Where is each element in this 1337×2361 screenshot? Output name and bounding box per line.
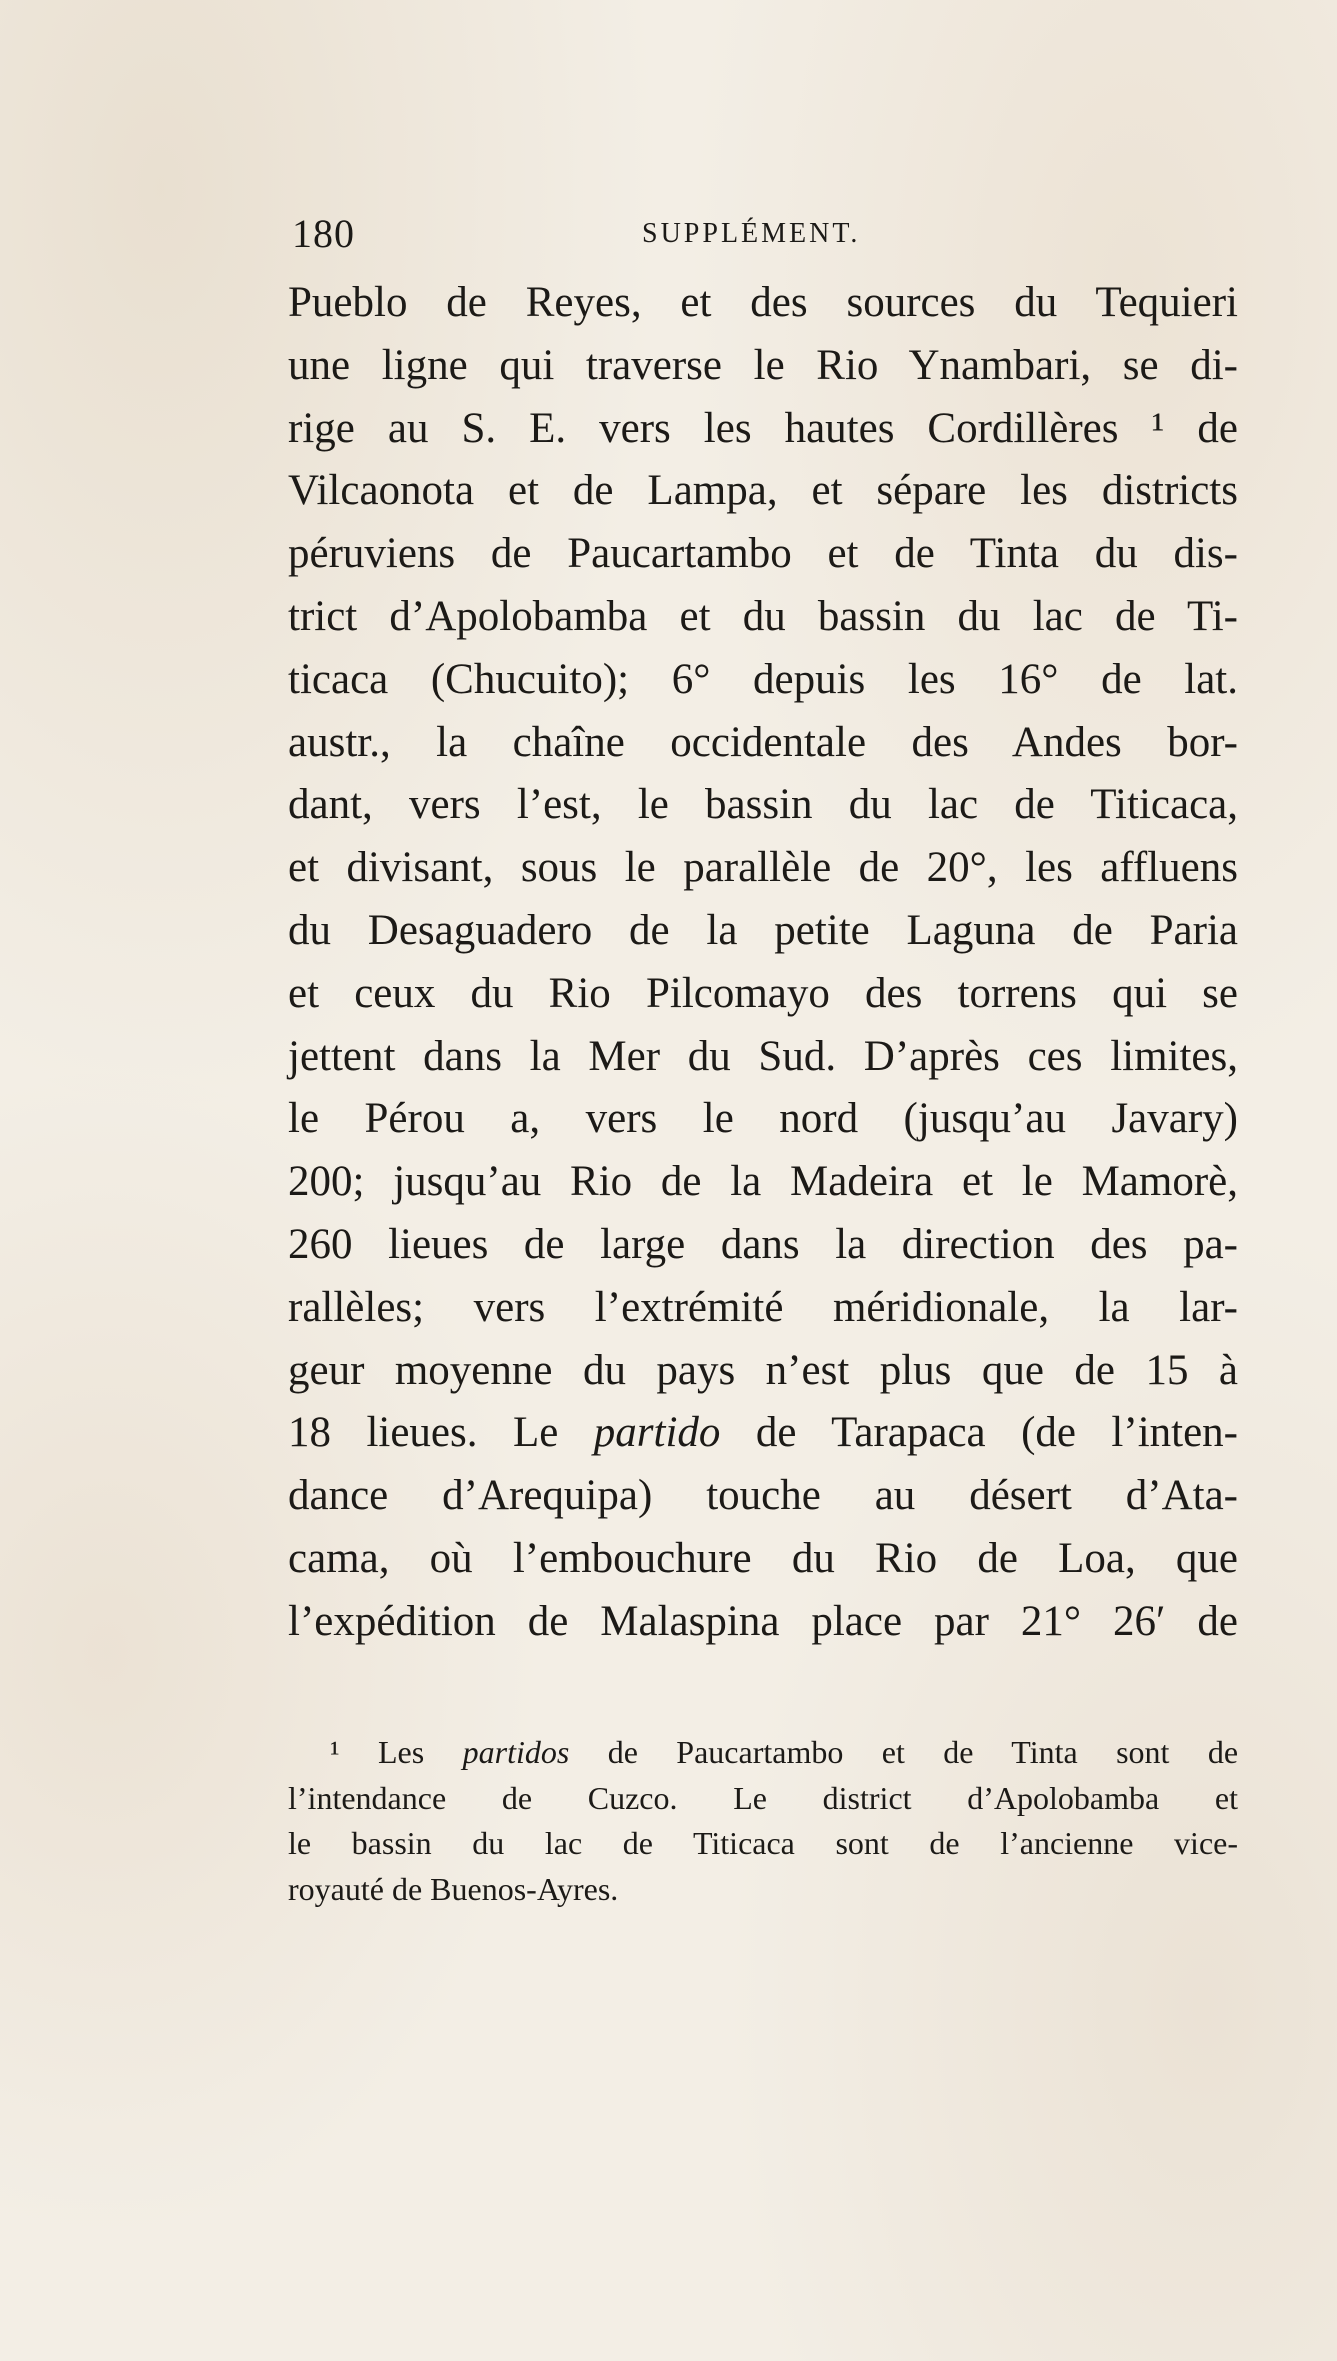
text-line: geur moyenne du pays n’est plus que de 15 à (288, 1346, 1238, 1394)
text-line: du Desaguadero de la petite Laguna de Paria (288, 906, 1238, 954)
text-line: et ceux du Rio Pilcomayo des torrens qui se (288, 969, 1238, 1017)
text-line: péruviens de Paucartambo et de Tinta du dis- (288, 530, 1238, 578)
body-text (288, 272, 1238, 1654)
footnote-marker: ¹ (330, 1734, 340, 1770)
text-line: Vilcaonota et de Lampa, et sépare les districts (288, 467, 1238, 515)
text-line: 200; jusqu’au Rio de la Madeira et le Mamorè, (288, 1158, 1238, 1206)
text-line: ticaca (Chucuito); 6° depuis les 16° de lat. (288, 655, 1238, 703)
text-line: une ligne qui traverse le Rio Ynambari, se di- (288, 341, 1238, 389)
text-line: rallèles; vers l’extrémité méridionale, la lar- (288, 1283, 1238, 1331)
page-header (292, 210, 1232, 270)
text-segment: de Tarapaca (de l’inten- (755, 1409, 1239, 1457)
footnote-line (288, 1730, 1238, 1776)
text-line: cama, où l’embouchure du Rio de Loa, que (288, 1534, 1238, 1582)
text-line: jettent dans la Mer du Sud. D’après ces limites, (288, 1032, 1238, 1080)
text-segment: Les (378, 1734, 425, 1770)
text-line: trict d’Apolobamba et du bassin du lac de Ti- (288, 592, 1238, 640)
text-line: austr., la chaîne occidentale des Andes bor- (288, 718, 1238, 766)
running-head: SUPPLÉMENT. (642, 218, 861, 249)
text-line (288, 1402, 1238, 1465)
text-line: et divisant, sous le parallèle de 20°, les affluens (288, 844, 1238, 892)
text-line: 260 lieues de large dans la direction des pa- (288, 1220, 1238, 1268)
italic-term: partidos (462, 1734, 570, 1770)
footnote-line: royauté de Buenos-Ayres. (288, 1870, 619, 1907)
text-segment: de Paucartambo et de Tinta sont de (607, 1734, 1239, 1770)
page-number: 180 (292, 211, 355, 256)
text-line: dant, vers l’est, le bassin du lac de Titicaca, (288, 781, 1238, 829)
text-line: l’expédition de Malaspina place par 21° 26′ de (288, 1597, 1238, 1645)
footnote (288, 1730, 1238, 1912)
text-segment: 18 lieues. Le (288, 1409, 559, 1457)
footnote-line: l’intendance de Cuzco. Le district d’Apolobamba et (288, 1779, 1238, 1816)
footnote-line: le bassin du lac de Titicaca sont de l’ancienne vice- (288, 1825, 1238, 1861)
text-line: dance d’Arequipa) touche au désert d’Ata- (288, 1472, 1238, 1520)
text-line: rige au S. E. vers les hautes Cordillères ¹ de (288, 404, 1238, 452)
text-line: le Pérou a, vers le nord (jusqu’au Javary) (288, 1095, 1238, 1143)
text-line: Pueblo de Reyes, et des sources du Tequieri (288, 279, 1238, 326)
italic-term: partido (593, 1409, 721, 1457)
